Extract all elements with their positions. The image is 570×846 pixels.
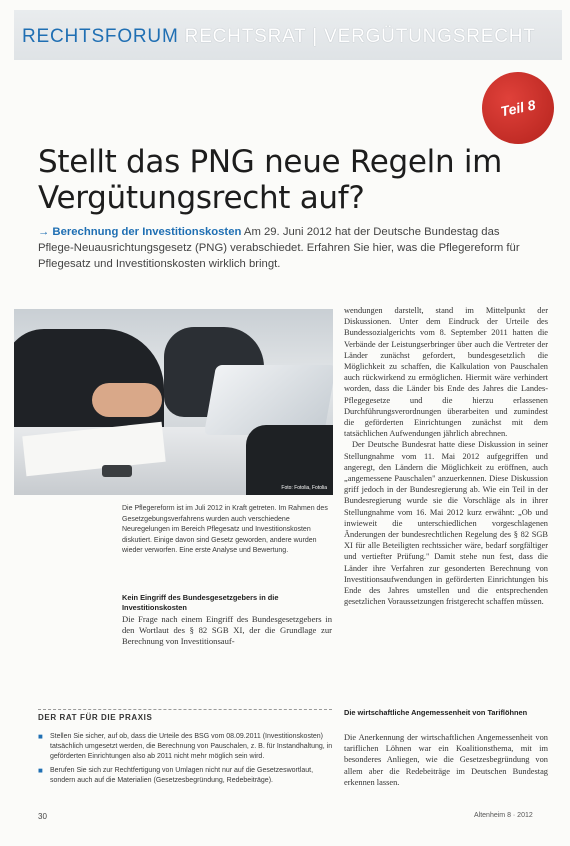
right-paragraph: wendungen darstellt, stand im Mittelpunkt der Diskussionen. Unter dem Eindruck der Urteile des Bundessozialgerichts vom 8. September 2011 hatten die Verbände der Leistungserbringer über auch die Vertreter der Länder zunächst gefordert, bundesgesetzlich die Möglichkeit zu schaffen, die Kalkulation von Pauschalen auch rückwirkend zu ermöglichen. Hiermit wäre verhindert worden, dass die Länder bis Ende des Jahres die Landes-Pflegegesetze und die hierzu erlassenen Durchführungsverordnungen überarbeiten und zumindest die geförderten Einrichtungen zunächst mit dem tatsächlichen Aufwendungen jährlich abrechnen. — [344, 306, 548, 439]
practice-list — [38, 732, 334, 789]
practice-item-text: Stellen Sie sicher, auf ob, dass die Urteile des BSG vom 08.09.2011 (Investitionskosten) tatsächlich umgesetzt werden, die Berechnung von Pauschalen, z. B. für Instandhaltung, in geförderten Einrichtungen also ab 2011 nicht mehr möglich sein wird. — [50, 733, 333, 761]
practice-divider — [38, 709, 332, 710]
lead-kicker: → Berechnung der Investitionskosten — [38, 226, 242, 238]
right-subhead: Die wirtschaftliche Angemessenheit von Tariflöhnen — [344, 708, 528, 717]
practice-item — [38, 732, 334, 763]
bullet-icon: ■ — [38, 765, 43, 775]
right-column — [344, 305, 548, 607]
section-subtopics: RECHTSRAT | VERGÜTUNGSRECHT — [184, 26, 536, 47]
photo-hand — [92, 383, 162, 417]
practice-box-title: DER RAT FÜR DIE PRAXIS — [38, 713, 153, 722]
photo-phone — [102, 465, 132, 477]
section-header — [22, 26, 536, 48]
article-headline: Stellt das PNG neue Regeln im Vergütungsrecht auf? — [38, 144, 503, 216]
right-body-text: Die Anerkennung der wirtschaftlichen Angemessenheit von tariflichen Löhnen war ein Koalitionsthema, mit im besonderes Anliegen, wie die Gesetzesbegründung von allem aber die Redebeiträge im Deutschen Bundestag erkennen lassen. — [344, 733, 548, 787]
section-name: RECHTSFORUM — [22, 26, 179, 47]
bullet-icon: ■ — [38, 732, 43, 741]
practice-item — [38, 766, 334, 786]
lead-text: Am 29. Juni 2012 hat der Deutsche Bundestag das Pflege-Neuausrichtungsgesetz (PNG) verabschiedet. Erfahren Sie hier, was die Pflegereform für Pflegesatz und Investitionskosten wirklich bringt. — [38, 226, 520, 270]
left-body-text: Die Frage nach einem Eingriff des Bundesgesetzgebers in den Wortlaut des § 82 SGB XI, der die Grundlage zur Berechnung von Investitionsauf- — [122, 614, 332, 646]
series-part-badge: Teil 8 — [475, 65, 560, 150]
issue-label: Altenheim 8 · 2012 — [474, 812, 533, 819]
right-paragraph: Der Deutsche Bundesrat hatte diese Diskussion in seiner Stellungnahme vom 11. Mai 2012 aufgegriffen und angeregt, den Ländern die Möglichkeit zu eröffnen, auch „angemessene Pauschalen" anzuerkennen. Diese Diskussion griff jedoch in der Bundesregierung ab. Wie ein Teil in der Bundesregierung wurde sie die Vorschläge als in ihrer Stellungnahme vom 16. Mai 2012 kurz erwähnt: „Ob und inwieweit die unterschiedlichen vorgeschlagenen Änderungen der bundesrechtlichen Regelung des § 82 SGB XI für alle Beteiligten rechtssicher wäre, bedarf sorgfältiger und vertiefter Prüfung." Damit stehe nun fest, dass die Länder ihre Verfahren zur gesonderten Berechnung von Investitionsaufwendungen in geförderten Einrichtungen bis Ende des Jahres umstellen und die entsprechenden gesetzlichen Voraussetzungen fristgerecht schaffen müssen. — [344, 440, 548, 607]
practice-item-text: Berufen Sie sich zur Rechtfertigung von Umlagen nicht nur auf die Gesetzeswortlaut, sondern auch auf die Materialien (Gesetzesbegründung, Redebeiträge). — [50, 766, 314, 784]
photo-credit: Foto: Fotolia, Fotolia — [281, 485, 327, 491]
left-subhead: Kein Eingriff des Bundesgesetzgebers in die Investitionskosten — [122, 593, 279, 613]
article-photo — [14, 309, 333, 495]
photo-caption: Die Pflegereform ist im Juli 2012 in Kraft getreten. Im Rahmen des Gesetzgebungsverfahrens wurden auch verschiedene Neuregelungen im Bereich Pflegesatz und Investitionskosten diskutiert. Einige davon sind Gesetz geworden, andere wurden wieder verworfen. Eine erste Analyse und Bewertung. — [122, 505, 328, 555]
article-lead — [38, 224, 538, 272]
page-number: 30 — [38, 812, 47, 821]
